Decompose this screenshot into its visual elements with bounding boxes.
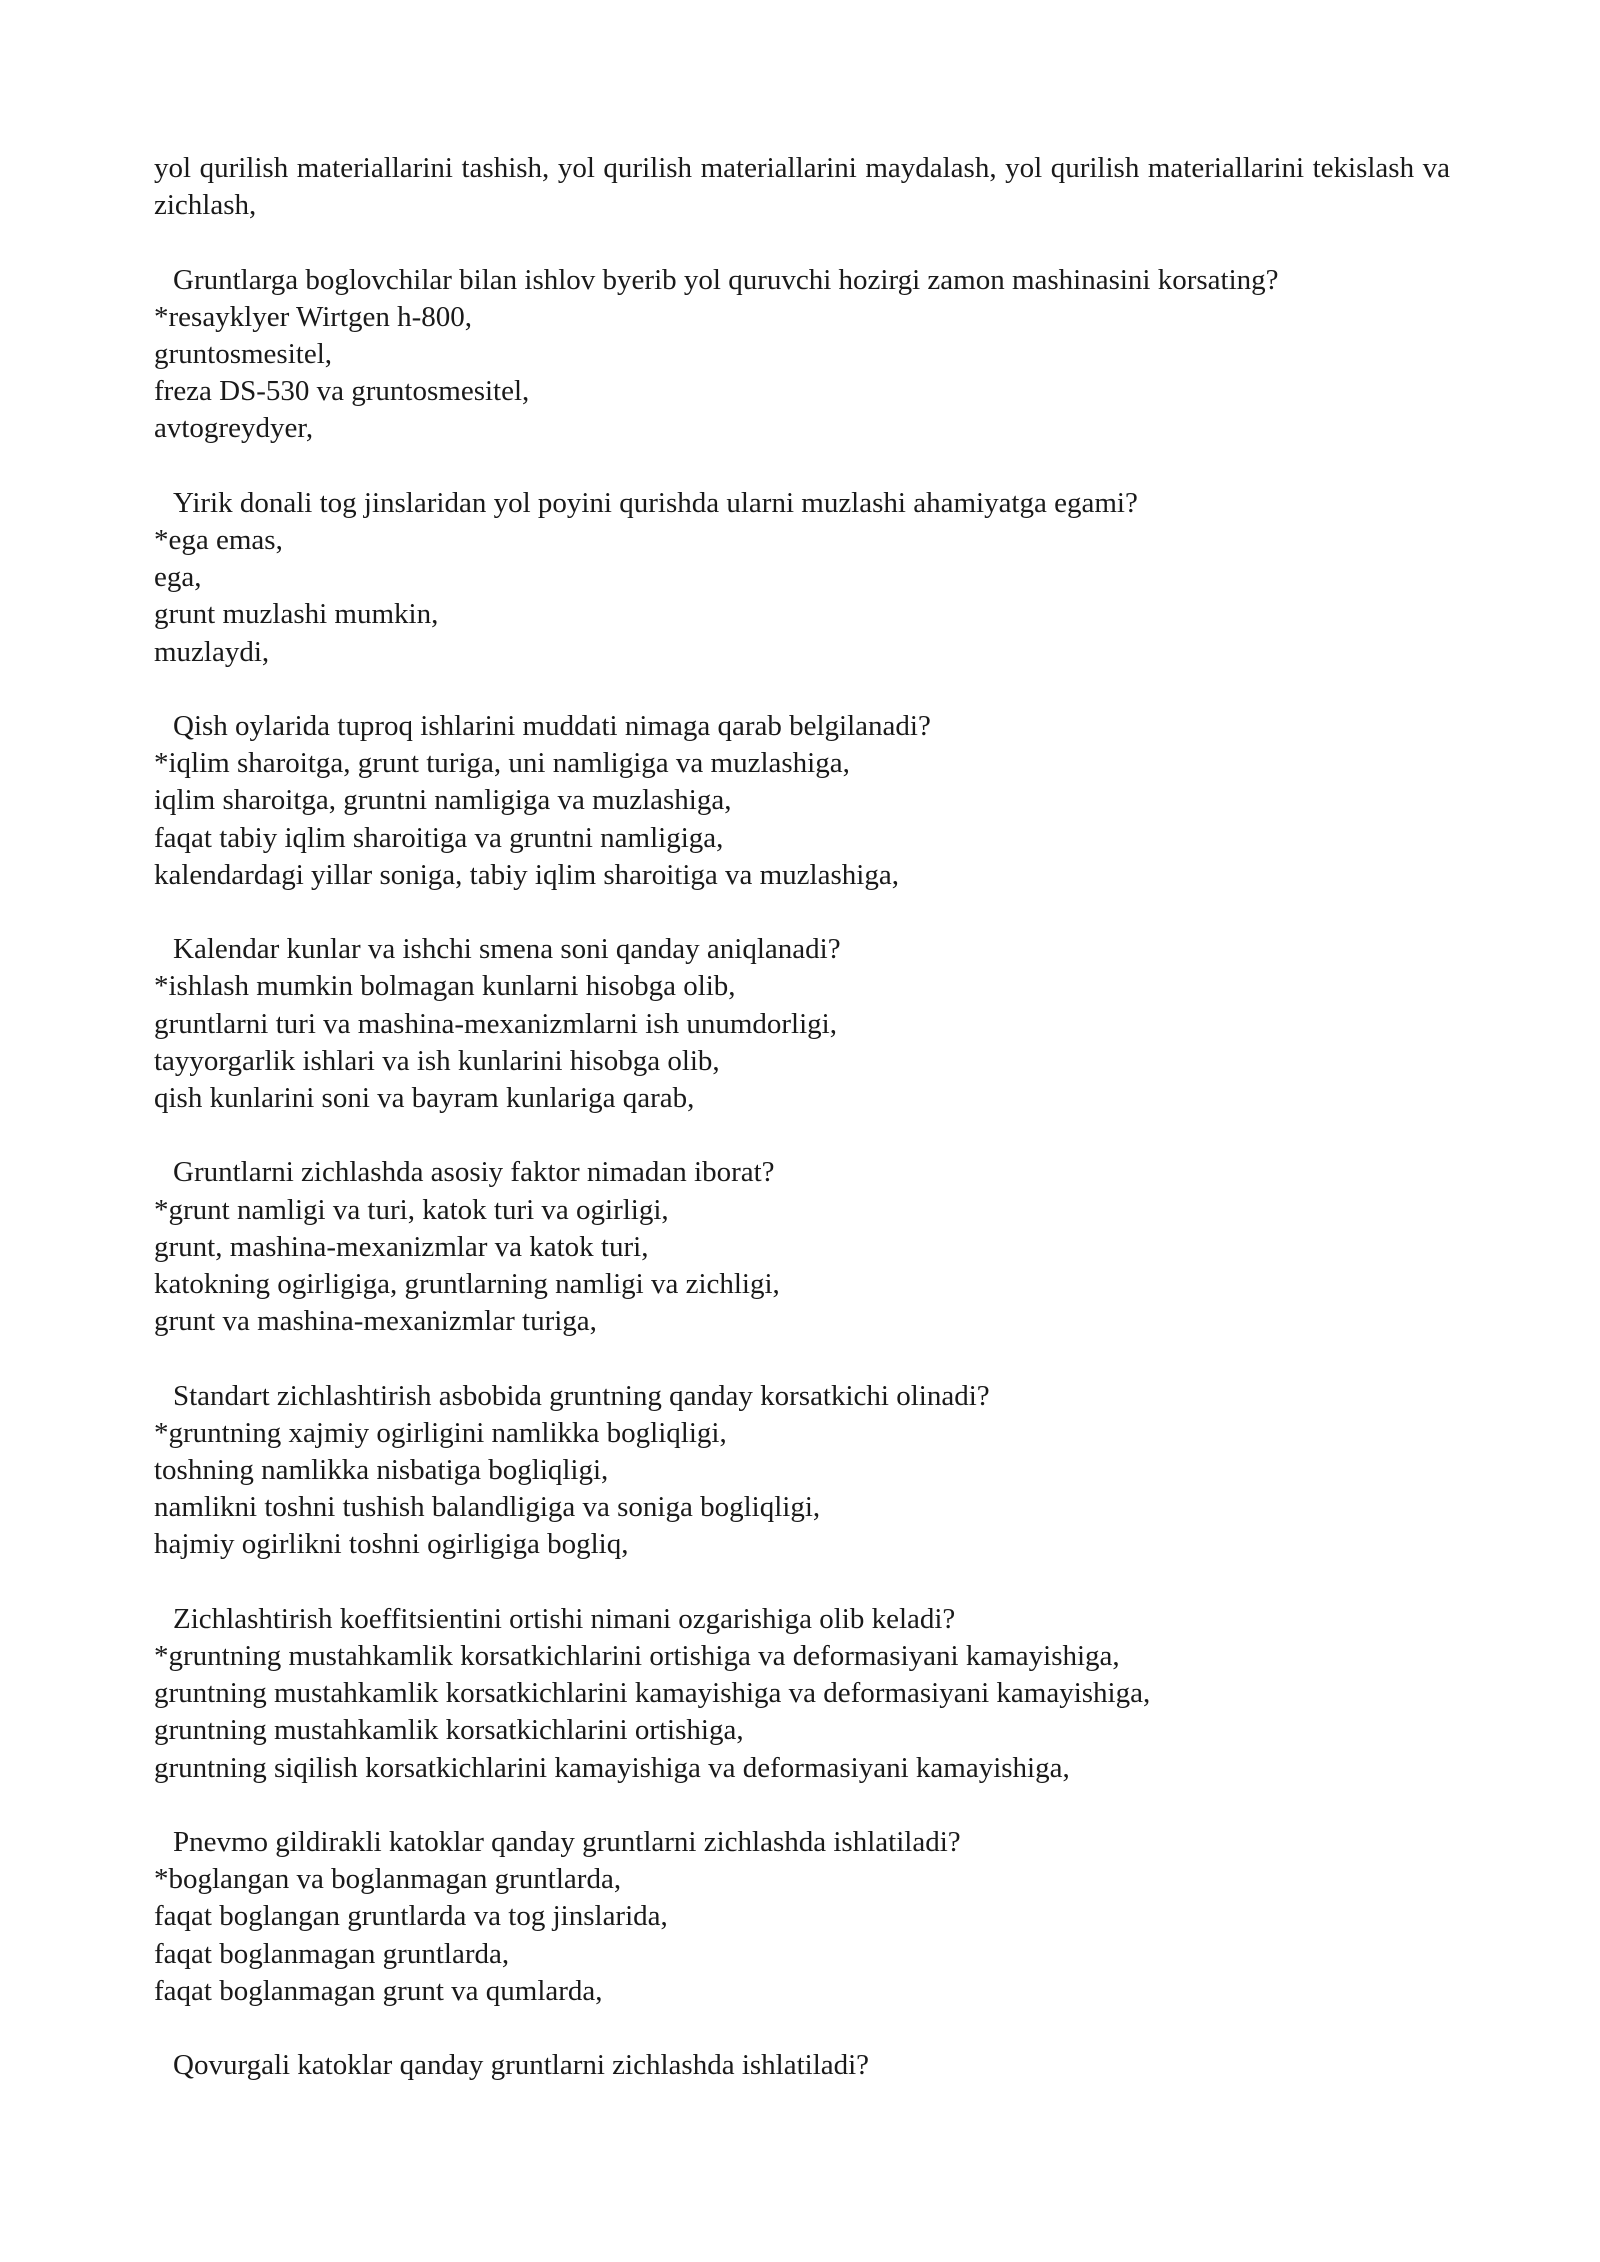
question-block — [154, 1378, 1450, 1564]
correct-answer-option: *ishlash mumkin bolmagan kunlarni hisobga olib, — [154, 970, 736, 1003]
answer-option: grunt va mashina-mexanizmlar turiga, — [154, 1305, 597, 1338]
answer-option: gruntning mustahkamlik korsatkichlarini kamayishiga va deformasiyani kamayishiga, — [154, 1677, 1151, 1710]
question-text: Kalendar kunlar va ishchi smena soni qanday aniqlanadi? — [173, 933, 841, 966]
answer-option: namlikni toshni tushish balandligiga va soniga bogliqligi, — [154, 1491, 821, 1524]
question-text: Pnevmo gildirakli katoklar qanday gruntlarni zichlashda ishlatiladi? — [173, 1826, 961, 1859]
question-text: Gruntlarga boglovchilar bilan ishlov byerib yol quruvchi hozirgi zamon mashinasini korsating? — [173, 263, 1279, 296]
answer-option: muzlaydi, — [154, 635, 270, 668]
answer-option: iqlim sharoitga, gruntni namligiga va muzlashiga, — [154, 784, 732, 817]
correct-answer-option: *ega emas, — [154, 524, 283, 556]
answer-option: gruntning mustahkamlik korsatkichlarini ortishiga, — [154, 1714, 744, 1747]
answer-option: kalendardagi yillar soniga, tabiy iqlim sharoitiga va muzlashiga, — [154, 858, 899, 891]
answer-option: faqat tabiy iqlim sharoitiga va gruntni namligiga, — [154, 821, 724, 854]
answer-option: avtogreydyer, — [154, 412, 314, 445]
answer-option: faqat boglanmagan gruntlarda, — [154, 1937, 510, 1970]
answer-option: gruntning siqilish korsatkichlarini kamayishiga va deformasiyani kamayishiga, — [154, 1751, 1070, 1784]
answer-option: tayyorgarlik ishlari va ish kunlarini hisobga olib, — [154, 1044, 720, 1077]
answer-option: katokning ogirligiga, gruntlarning namligi va zichligi, — [154, 1268, 780, 1301]
answer-option: toshning namlikka nisbatiga bogliqligi, — [154, 1454, 609, 1487]
answer-option: gruntosmesitel, — [154, 338, 333, 370]
question-block — [154, 1824, 1450, 2010]
question-list — [154, 262, 1450, 2085]
question-text: Yirik donali tog jinslaridan yol poyini qurishda ularni muzlashi ahamiyatga egami? — [173, 486, 1138, 519]
question-text: Zichlashtirish koeffitsientini ortishi nimani ozgarishiga olib keladi? — [173, 1602, 956, 1635]
question-block — [154, 262, 1450, 448]
question-text: Qovurgali katoklar qanday gruntlarni zichlashda ishlatiladi? — [173, 2049, 870, 2082]
answer-option: gruntlarni turi va mashina-mexanizmlarni ish unumdorligi, — [154, 1007, 837, 1040]
correct-answer-option: *gruntning xajmiy ogirligini namlikka bogliqligi, — [154, 1416, 727, 1449]
answer-option: grunt muzlashi mumkin, — [154, 598, 439, 631]
correct-answer-option: *iqlim sharoitga, grunt turiga, uni namligiga va muzlashiga, — [154, 747, 850, 780]
answer-option: qish kunlarini soni va bayram kunlariga qarab, — [154, 1082, 695, 1115]
question-text: Qish oylarida tuproq ishlarini muddati nimaga qarab belgilanadi? — [173, 710, 931, 742]
answer-option: grunt, mashina-mexanizmlar va katok turi, — [154, 1230, 649, 1263]
question-text: Gruntlarni zichlashda asosiy faktor nimadan iborat? — [173, 1156, 775, 1189]
answer-option: faqat boglanmagan grunt va qumlarda, — [154, 1974, 603, 2007]
answer-option: ega, — [154, 561, 202, 594]
question-block — [154, 708, 1450, 894]
question-block — [154, 931, 1450, 1117]
answer-option: freza DS-530 va gruntosmesitel, — [154, 375, 530, 408]
answer-option: hajmiy ogirlikni toshni ogirligiga bogliq, — [154, 1528, 629, 1561]
question-text: Standart zichlashtirish asbobida gruntning qanday korsatkichi olinadi? — [173, 1379, 990, 1412]
question-block — [154, 485, 1450, 671]
correct-answer-option: *resayklyer Wirtgen h-800, — [154, 300, 473, 333]
answer-option: faqat boglangan gruntlarda va tog jinslarida, — [154, 1900, 668, 1933]
question-block — [154, 1154, 1450, 1340]
intro-paragraph: yol qurilish materiallarini tashish, yol qurilish materiallarini maydalash, yol qurilish materiallarini tekislash va zichlash, — [154, 152, 1450, 222]
document-page — [154, 150, 1450, 2122]
correct-answer-option: *grunt namligi va turi, katok turi va ogirligi, — [154, 1193, 669, 1226]
question-block — [154, 1601, 1450, 1787]
correct-answer-option: *gruntning mustahkamlik korsatkichlarini ortishiga va deformasiyani kamayishiga, — [154, 1640, 1120, 1673]
question-block — [154, 2047, 1450, 2084]
correct-answer-option: *boglangan va boglanmagan gruntlarda, — [154, 1863, 622, 1896]
